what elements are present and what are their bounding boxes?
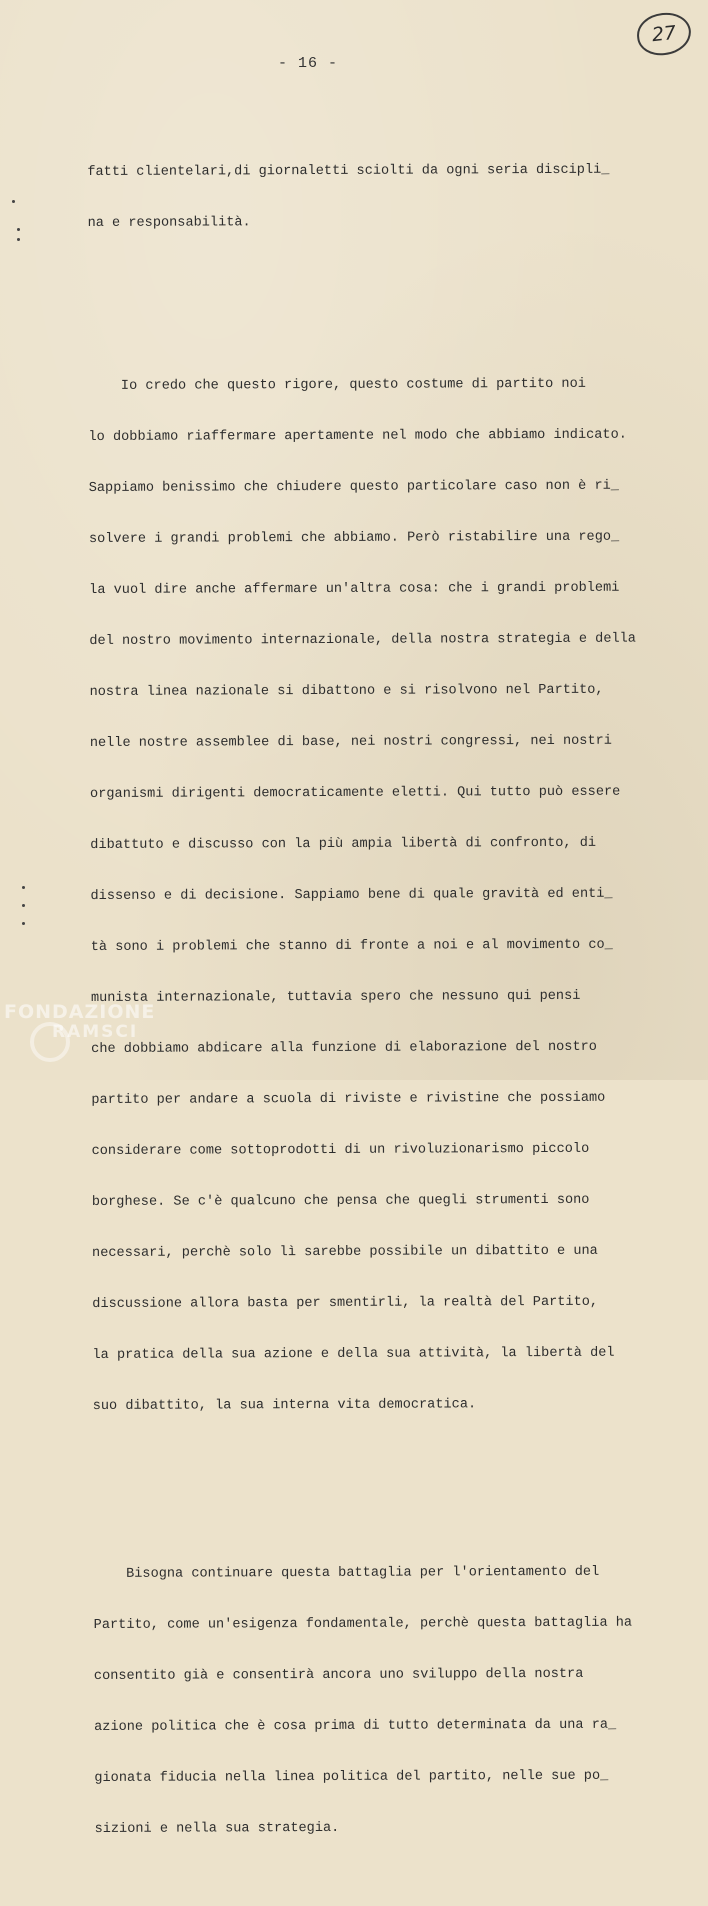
paragraph-2 — [88, 342, 653, 1449]
watermark-line-1: FONDAZIONE — [4, 1001, 156, 1023]
text-line: Sappiamo benissimo che chiudere questo particolare caso non è ri_ — [88, 478, 619, 496]
margin-mark — [22, 922, 25, 925]
text-line: discussione allora basta per smentirli, la realtà del Partito, — [92, 1294, 599, 1312]
text-line: necessari, perchè solo lì sarebbe possibile un dibattito e una — [92, 1243, 598, 1261]
text-line: nelle nostre assemblee di base, nei nostri congressi, nei nostri — [89, 733, 612, 751]
text-line: dissenso e di decisione. Sappiamo bene di quale gravità ed enti_ — [90, 886, 613, 904]
text-line: nostra linea nazionale si dibattono e si risolvono nel Partito, — [89, 682, 604, 700]
text-line: suo dibattito, la sua interna vita democratica. — [92, 1397, 477, 1414]
text-line: considerare come sottoprodotti di un rivoluzionarismo piccolo — [91, 1141, 590, 1159]
text-line: Partito, come un'esigenza fondamentale, perchè questa battaglia ha — [93, 1615, 633, 1633]
text-line: organismi dirigenti democraticamente eletti. Qui tutto può essere — [90, 784, 621, 802]
watermark-line-2: RAMSCI — [52, 1022, 139, 1042]
text-line: gionata fiducia nella linea politica del partito, nelle sue po_ — [94, 1768, 609, 1786]
text-line: la vuol dire anche affermare un'altra cosa: che i grandi problemi — [89, 580, 620, 598]
text-line: na e responsabilità. — [87, 215, 251, 231]
body-text — [87, 94, 655, 1906]
paragraph-gap — [88, 298, 648, 310]
text-line: Bisogna continuare questa battaglia per l'orientamento del — [93, 1564, 600, 1582]
text-line: fatti clientelari,di giornaletti sciolti da ogni seria discipli_ — [87, 162, 610, 180]
text-line: consentito già e consentirà ancora uno sviluppo della nostra — [93, 1666, 584, 1684]
text-line: tà sono i problemi che stanno di fronte a noi e al movimento co_ — [90, 937, 613, 955]
text-line: sizioni e nella sua strategia. — [94, 1820, 340, 1837]
margin-mark — [22, 886, 25, 889]
archive-stamp — [635, 10, 693, 57]
text-line: munista internazionale, tuttavia spero che nessuno qui pensi — [90, 988, 581, 1006]
text-line: lo dobbiamo riaffermare apertamente nel modo che abbiamo indicato. — [88, 427, 627, 445]
text-line: partito per andare a scuola di riviste e rivistine che possiamo — [91, 1090, 606, 1108]
margin-mark — [12, 200, 15, 203]
text-line: la pratica della sua azione e della sua attività, la libertà del — [92, 1345, 615, 1363]
text-line: borghese. Se c'è qualcuno che pensa che quegli strumenti sono — [91, 1192, 590, 1210]
text-line: del nostro movimento internazionale, della nostra strategia e della — [89, 631, 636, 649]
text-line: Io credo che questo rigore, questo costume di partito noi — [88, 376, 586, 394]
text-line: che dobbiamo abdicare alla funzione di elaborazione del nostro — [91, 1039, 597, 1057]
paragraph-1 — [87, 128, 648, 266]
page-number: - 16 - — [277, 55, 338, 72]
text-line: dibattuto e discusso con la più ampia libertà di confronto, di — [90, 835, 597, 853]
watermark — [4, 1002, 155, 1042]
margin-mark — [17, 228, 20, 231]
text-line: solvere i grandi problemi che abbiamo. Però ristabilire una rego_ — [88, 529, 620, 547]
paragraph-gap — [93, 1481, 653, 1498]
text-line: azione politica che è cosa prima di tutto determinata da una ra_ — [94, 1717, 617, 1735]
paragraph-3 — [93, 1530, 654, 1872]
stamp-number: 27 — [650, 21, 678, 47]
margin-mark — [17, 238, 20, 241]
margin-mark — [22, 904, 25, 907]
